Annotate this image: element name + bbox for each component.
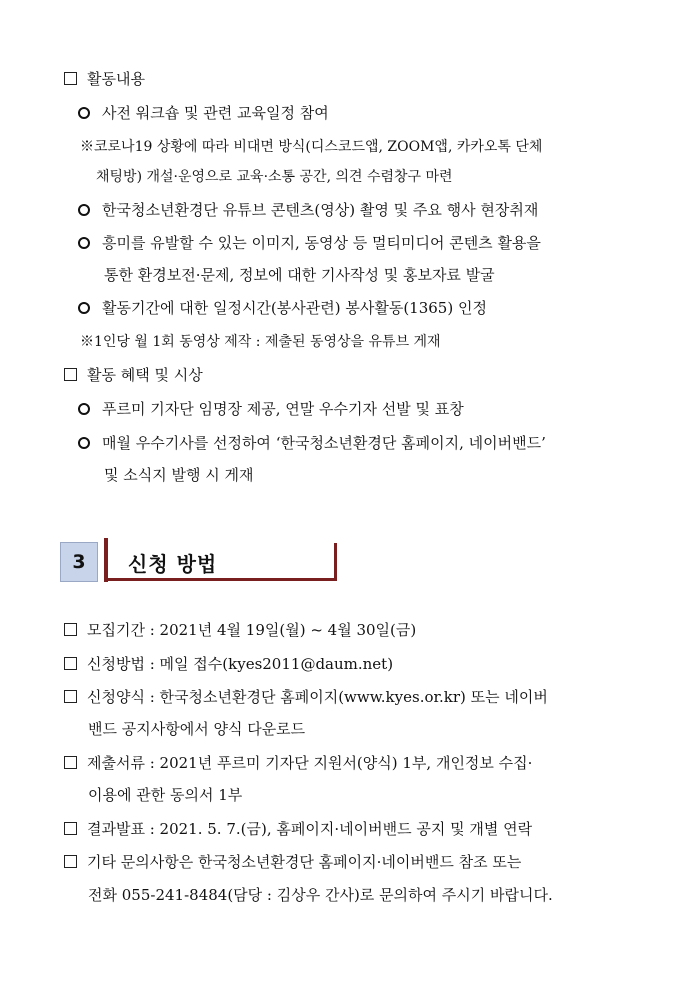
square-bullet-icon — [64, 855, 77, 868]
activity-item-multimedia-line1: 흥미를 유발할 수 있는 이미지, 동영상 등 멀티미디어 콘텐츠 활용을 — [78, 232, 541, 254]
square-bullet-icon — [64, 657, 77, 670]
square-bullet-icon — [64, 690, 77, 703]
apply-item-contact-line2: 전화 055-241-8484(담당 : 김상우 간사)로 문의하여 주시기 바랍니다. — [88, 886, 553, 904]
square-bullet-icon — [64, 623, 77, 636]
apply-item-method: 신청방법 : 메일 접수(kyes2011@daum.net) — [64, 653, 393, 675]
section-title-underline — [108, 578, 336, 581]
apply-item-documents-line2: 이용에 관한 동의서 1부 — [88, 786, 243, 804]
square-bullet-icon — [64, 368, 77, 381]
activity-item-workshop: 사전 워크숍 및 관련 교육일정 참여 — [78, 102, 329, 124]
activity-heading: 활동내용 — [64, 68, 145, 90]
benefit-item-monthly-line1: 매월 우수기사를 선정하여 ‘한국청소년환경단 홈페이지, 네이버밴드’ — [78, 432, 546, 454]
square-bullet-icon — [64, 72, 77, 85]
note-covid-line2: 채팅방) 개설·운영으로 교육·소통 공간, 의견 수렴창구 마련 — [96, 169, 453, 185]
benefit-heading: 활동 혜택 및 시상 — [64, 364, 203, 386]
circle-bullet-icon — [78, 107, 90, 119]
section-divider-left — [104, 538, 108, 582]
apply-item-results: 결과발표 : 2021. 5. 7.(금), 홈페이지·네이버밴드 공지 및 개별 연락 — [64, 818, 532, 840]
circle-bullet-icon — [78, 302, 90, 314]
apply-item-documents-line1: 제출서류 : 2021년 푸르미 기자단 지원서(양식) 1부, 개인정보 수집· — [64, 752, 532, 774]
square-bullet-icon — [64, 822, 77, 835]
circle-bullet-icon — [78, 437, 90, 449]
benefit-item-monthly-line2: 및 소식지 발행 시 게재 — [104, 466, 254, 484]
circle-bullet-icon — [78, 204, 90, 216]
circle-bullet-icon — [78, 237, 90, 249]
circle-bullet-icon — [78, 403, 90, 415]
activity-item-volunteer: 활동기간에 대한 일정시간(봉사관련) 봉사활동(1365) 인정 — [78, 297, 487, 319]
activity-item-multimedia-line2: 통한 환경보전·문제, 정보에 대한 기사작성 및 홍보자료 발굴 — [104, 266, 495, 284]
square-bullet-icon — [64, 756, 77, 769]
section-title: 신청 방법 — [128, 552, 218, 576]
benefit-item-appointment: 푸르미 기자단 임명장 제공, 연말 우수기자 선발 및 표창 — [78, 398, 464, 420]
apply-item-form-line2: 밴드 공지사항에서 양식 다운로드 — [88, 720, 306, 738]
apply-item-form-line1: 신청양식 : 한국청소년환경단 홈페이지(www.kyes.or.kr) 또는 네이버 — [64, 686, 548, 708]
apply-item-contact-line1: 기타 문의사항은 한국청소년환경단 홈페이지·네이버밴드 참조 또는 — [64, 851, 521, 873]
apply-item-period: 모집기간 : 2021년 4월 19일(월) ~ 4월 30일(금) — [64, 619, 416, 641]
note-video: ※1인당 월 1회 동영상 제작 : 제출된 동영상을 유튜브 게재 — [80, 334, 441, 350]
section-divider-right — [334, 543, 337, 581]
note-covid-line1: ※코로나19 상황에 따라 비대면 방식(디스코드앱, ZOOM앱, 카카오톡 단체 — [80, 139, 543, 155]
activity-item-youtube: 한국청소년환경단 유튜브 콘텐츠(영상) 촬영 및 주요 행사 현장취재 — [78, 199, 538, 221]
section-number-badge: 3 — [60, 542, 98, 582]
